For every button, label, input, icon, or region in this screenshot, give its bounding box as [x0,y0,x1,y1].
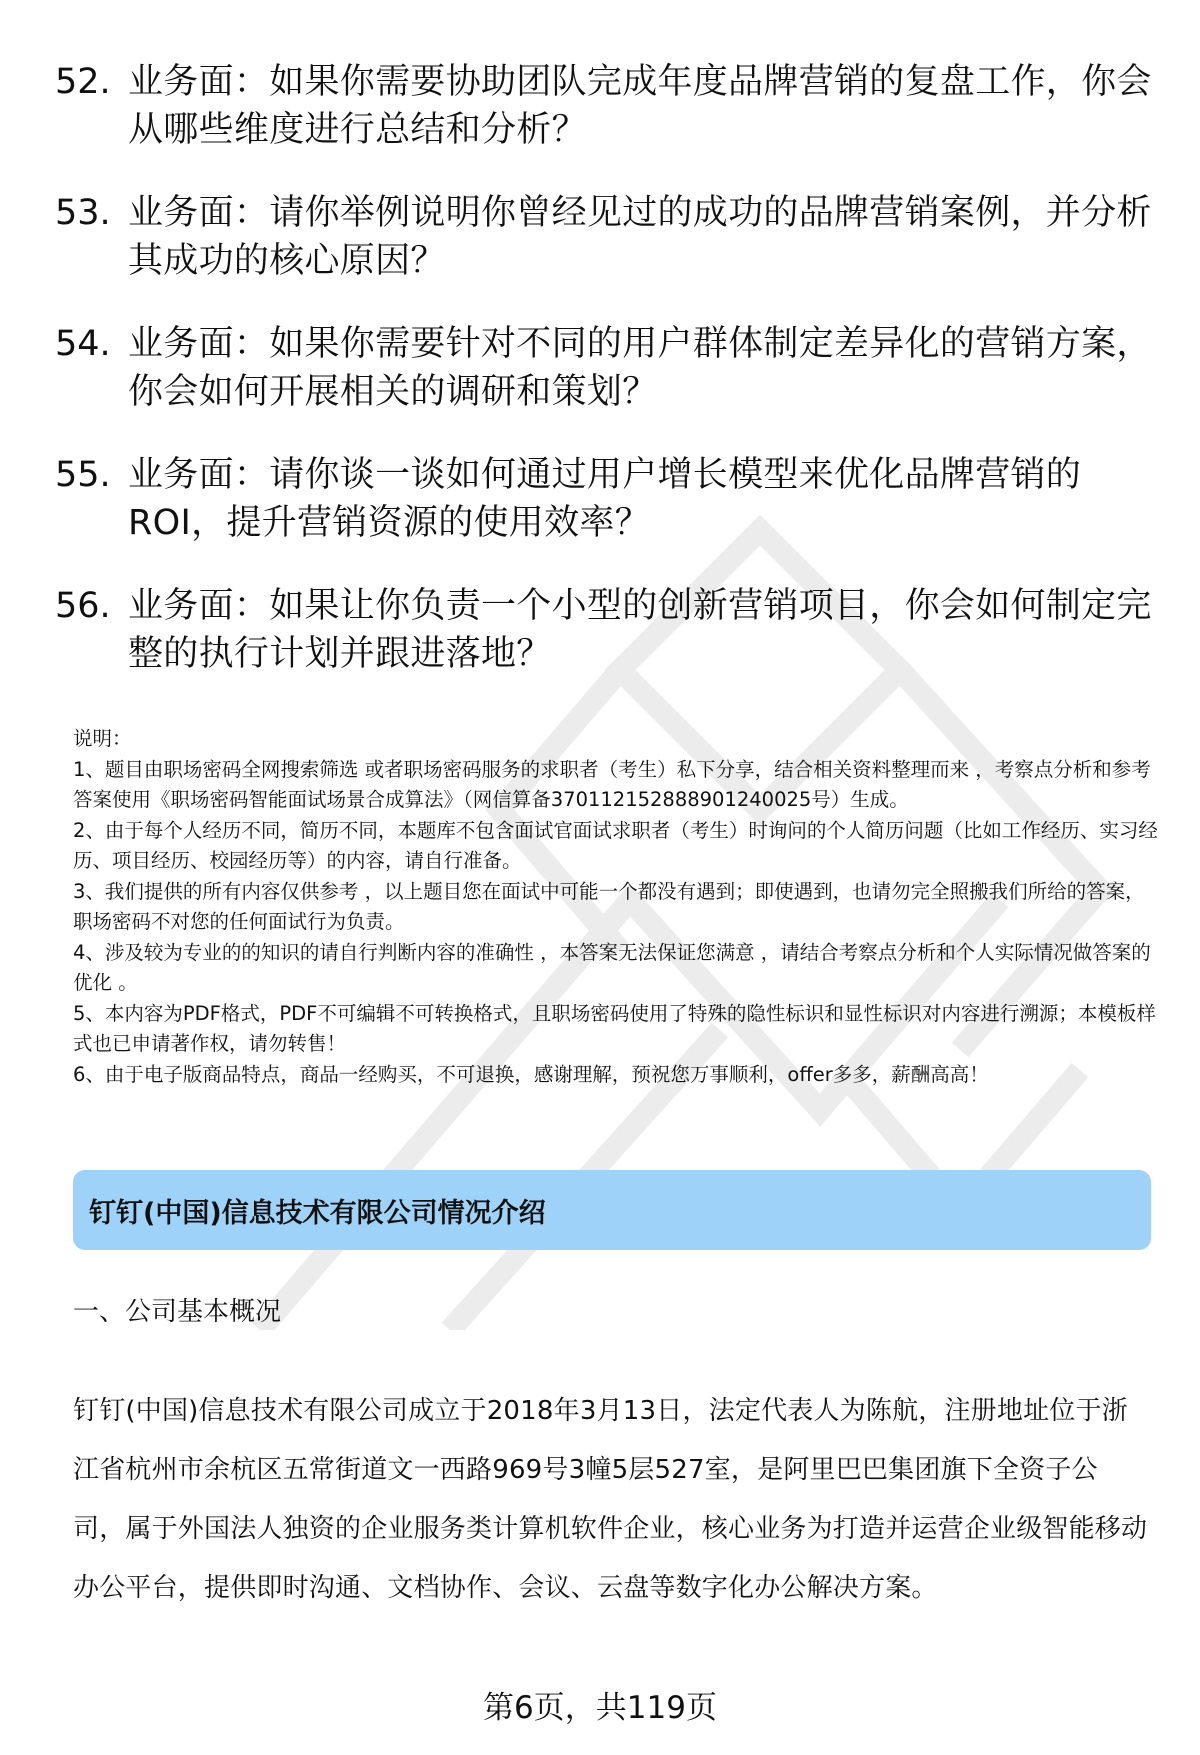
note-item: 2、由于每个人经历不同，简历不同，本题库不包含面试官面试求职者（考生）时询问的个人简历问题（比如工作经历、实习经历、项目经历、校园经历等）的内容，请自行准备。 [73,818,1158,872]
note-item: 5、本内容为PDF格式，PDF不可编辑不可转换格式，且职场密码使用了特殊的隐性标识和显性标识对内容进行溯源；本模板样式也已申请著作权，请勿转售！ [73,1001,1156,1055]
note-item: 1、题目由职场密码全网搜索筛选 或者职场密码服务的求职者（考生）私下分享，结合相关资料整理而来 ，考察点分析和参考答案使用《职场密码智能面试场景合成算法》（网信算备370112152888901240025号）生成。 [73,757,1151,811]
question-number: 52. [55,62,111,102]
question-text: 业务面：请你谈一谈如何通过用户增长模型来优化品牌营销的ROI，提升营销资源的使用效率？ [128,455,1082,543]
question-item [55,451,1165,547]
section-header-banner [73,1170,1151,1250]
notes-title: 说明： [73,727,132,750]
question-item [55,58,1165,154]
note-item: 3、我们提供的所有内容仅供参考 ，以上题目您在面试中可能一个都没有遇到；即使遇到，也请勿完全照搬我们所给的答案，职场密码不对您的任何面试行为负责。 [73,879,1145,933]
note-item: 6、由于电子版商品特点，商品一经购买，不可退换，感谢理解，预祝您万事顺利，offer多多，薪酬高高！ [73,1062,989,1086]
note-item: 4、涉及较为专业的的知识的请自行判断内容的准确性 ，本答案无法保证您满意 ，请结合考察点分析和个人实际情况做答案的优化 。 [73,940,1151,994]
section-subheading: 一、公司基本概况 [73,1297,282,1327]
question-text: 业务面：如果让你负责一个小型的创新营销项目，你会如何制定完整的执行计划并跟进落地？ [128,586,1152,674]
question-number: 56. [55,586,111,626]
question-text: 业务面：如果你需要协助团队完成年度品牌营销的复盘工作，你会从哪些维度进行总结和分析？ [128,62,1152,150]
question-item [55,320,1165,416]
question-number: 53. [55,193,111,233]
section-title: 钉钉(中国)信息技术有限公司情况介绍 [89,1197,546,1229]
page-indicator: 第6页，共119页 [483,1690,717,1726]
question-item [55,582,1165,678]
question-text: 业务面：如果你需要针对不同的用户群体制定差异化的营销方案，你会如何开展相关的调研和策划？ [128,324,1152,412]
question-item [55,189,1165,285]
disclaimer-notes [73,724,1158,1090]
question-text: 业务面：请你举例说明你曾经见过的成功的品牌营销案例，并分析其成功的核心原因？ [128,193,1152,281]
company-overview-paragraph: 钉钉(中国)信息技术有限公司成立于2018年3月13日，法定代表人为陈航，注册地址位于浙江省杭州市余杭区五常街道文一西路969号3幢5层527室，是阿里巴巴集团旗下全资子公司，属于外国法人独资的企业服务类计算机软件企业，核心业务为打造并运营企业级智能移动办公平台，提供即时沟通、文档协作、会议、云盘等数字化办公解决方案。 [73,1396,1148,1603]
question-number: 54. [55,324,111,364]
question-number: 55. [55,455,111,495]
